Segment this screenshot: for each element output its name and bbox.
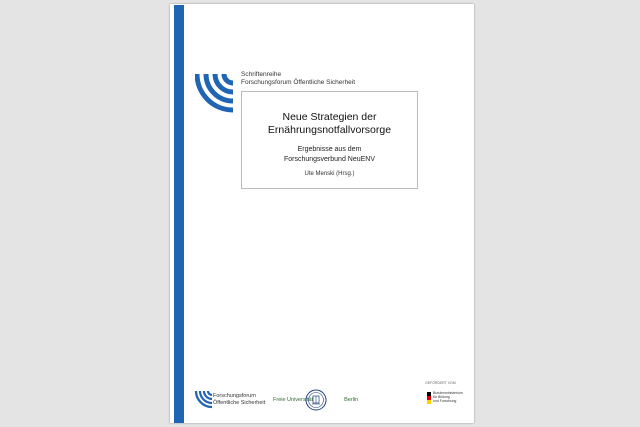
book-title bbox=[242, 111, 417, 136]
german-flag-icon bbox=[427, 392, 431, 404]
bmbf-caption: GEFÖRDERT VOM bbox=[425, 381, 456, 385]
forum-line-1: Forschungsforum bbox=[213, 393, 256, 399]
subtitle-line-2: Forschungsverbund NeuENV bbox=[283, 155, 376, 163]
forum-logo-icon bbox=[195, 390, 213, 410]
blue-stripe bbox=[174, 5, 184, 423]
bmbf-line-1: Bundesministerium bbox=[433, 391, 463, 395]
fu-city: Berlin bbox=[344, 397, 359, 403]
title-line-1: Neue Strategien der bbox=[282, 111, 377, 123]
forum-logo-text bbox=[213, 393, 265, 407]
series-line-2: Forschungsforum Öffentliche Sicherheit bbox=[241, 79, 356, 86]
series-line-1: Schriftenreihe bbox=[241, 71, 282, 78]
forum-line-2: Öffentliche Sicherheit bbox=[213, 400, 266, 406]
book-editor: Ute Menski (Hrsg.) bbox=[304, 171, 355, 177]
fu-name: Freie Universität bbox=[273, 397, 314, 403]
title-line-2: Ernährungsnotfallvorsorge bbox=[267, 123, 392, 136]
signal-arcs-icon bbox=[195, 72, 235, 114]
document-page bbox=[170, 4, 474, 423]
title-box bbox=[241, 91, 418, 189]
series-label bbox=[241, 71, 355, 87]
bmbf-line-3: und Forschung bbox=[433, 399, 457, 404]
subtitle-line-1: Ergebnisse aus dem bbox=[297, 146, 362, 153]
bmbf-text bbox=[433, 391, 463, 404]
bmbf-line-2: für Bildung bbox=[433, 395, 450, 400]
university-seal-icon bbox=[305, 389, 327, 411]
book-subtitle bbox=[242, 145, 417, 164]
